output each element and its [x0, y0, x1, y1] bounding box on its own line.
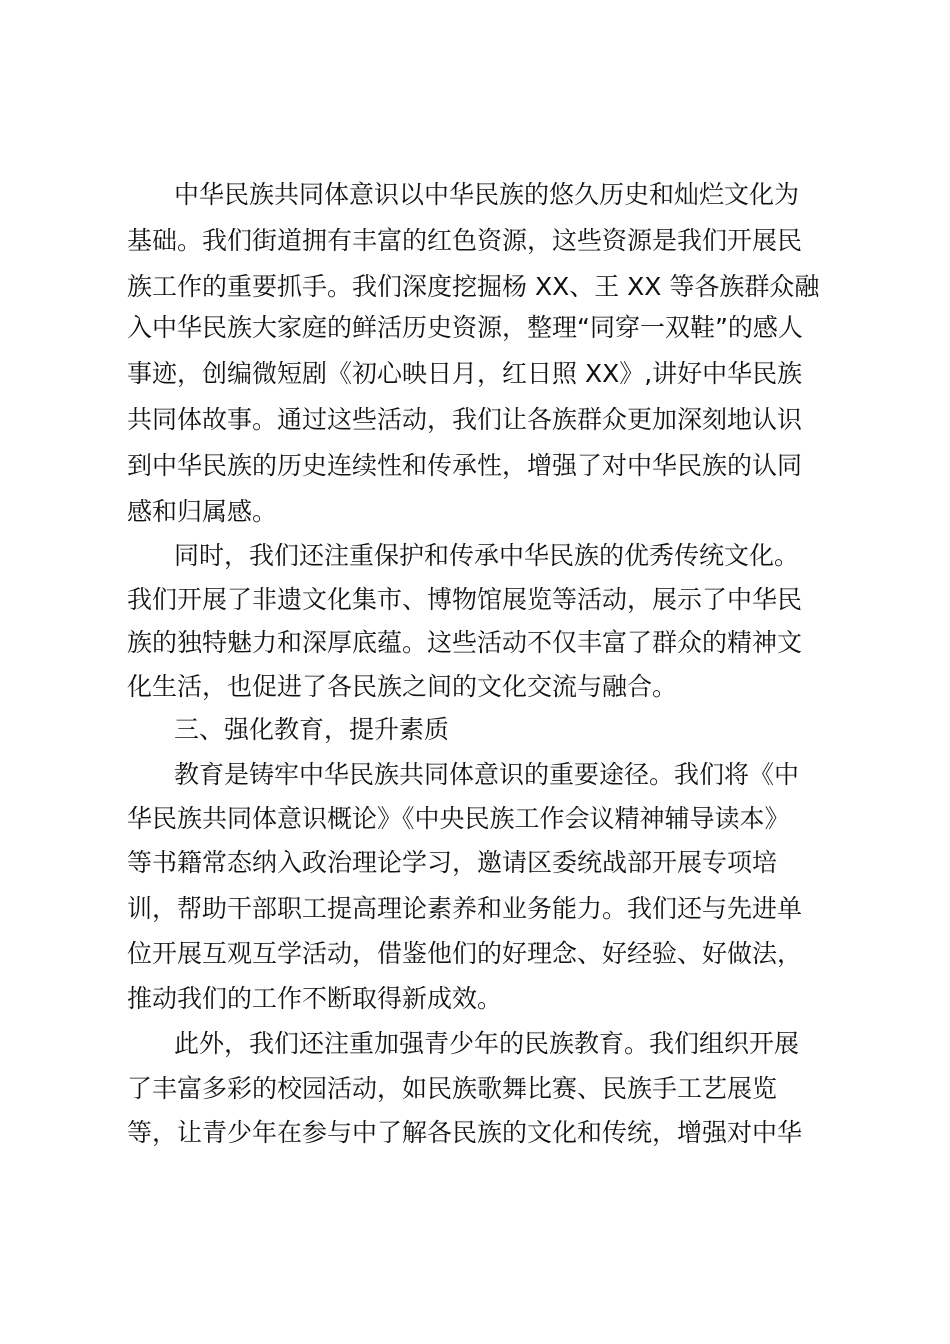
- text-line: [0, 620, 950, 666]
- text-line: [0, 886, 950, 932]
- line-text: 等，让青少年在参与中了解各民族的文化和传统，增强对中华: [127, 1118, 803, 1147]
- line-text: 位开展互观互学活动，借鉴他们的好理念、好经验、好做法，: [127, 939, 803, 968]
- text-line: [0, 1066, 950, 1112]
- line-text: 此外，我们还注重加强青少年的民族教育。我们组织开展: [174, 1029, 800, 1058]
- line-text: 感和归属感。: [127, 497, 278, 526]
- text-line: [0, 1110, 950, 1156]
- text-line: [0, 264, 950, 310]
- text-line: [0, 172, 950, 218]
- text-line: [0, 351, 950, 397]
- line-text: 我们开展了非遗文化集市、博物馆展览等活动，展示了中华民: [127, 585, 803, 614]
- text-line: [0, 931, 950, 977]
- text-line: [0, 976, 950, 1022]
- line-text: 事迹，创编微短剧《初心映日月，红日照 XX》,讲好中华民族: [127, 359, 803, 388]
- line-text: 族工作的重要抓手。我们深度挖掘杨 XX、王 XX 等各族群众融: [127, 272, 820, 301]
- line-text: 教育是铸牢中华民族共同体意识的重要途径。我们将《中: [174, 760, 800, 789]
- line-text: 了丰富多彩的校园活动，如民族歌舞比赛、民族手工艺展览: [127, 1074, 778, 1103]
- text-line: [0, 840, 950, 886]
- line-text: 同时，我们还注重保护和传承中华民族的优秀传统文化。: [174, 541, 800, 570]
- line-text: 族的独特魅力和深厚底蕴。这些活动不仅丰富了群众的精神文: [127, 628, 803, 657]
- line-text: 推动我们的工作不断取得新成效。: [127, 984, 503, 1013]
- text-line: [0, 796, 950, 842]
- line-text: 化生活，也促进了各民族之间的文化交流与融合。: [127, 672, 678, 701]
- text-line: [0, 752, 950, 798]
- line-text: 入中华民族大家庭的鲜活历史资源，整理“同穿一双鞋”的感人: [127, 313, 803, 342]
- line-text: 共同体故事。通过这些活动，我们让各族群众更加深刻地认识: [127, 405, 803, 434]
- text-line: [0, 397, 950, 443]
- text-line: [0, 533, 950, 579]
- text-line: [0, 664, 950, 710]
- text-line: [0, 305, 950, 351]
- line-text: 到中华民族的历史连续性和传承性，增强了对中华民族的认同: [127, 451, 803, 480]
- text-line: [0, 489, 950, 535]
- line-text: 等书籍常态纳入政治理论学习，邀请区委统战部开展专项培: [127, 848, 778, 877]
- text-line: [0, 443, 950, 489]
- line-text: 华民族共同体意识概论》《中央民族工作会议精神辅导读本》: [127, 804, 790, 833]
- line-text: 训，帮助干部职工提高理论素养和业务能力。我们还与先进单: [127, 894, 803, 923]
- line-text: 中华民族共同体意识以中华民族的悠久历史和灿烂文化为: [174, 180, 800, 209]
- section-heading: [0, 707, 950, 753]
- text-line: [0, 1021, 950, 1067]
- line-text: 基础。我们街道拥有丰富的红色资源，这些资源是我们开展民: [127, 226, 803, 255]
- heading-text: 三、强化教育，提升素质: [174, 715, 450, 744]
- text-line: [0, 577, 950, 623]
- text-line: [0, 218, 950, 264]
